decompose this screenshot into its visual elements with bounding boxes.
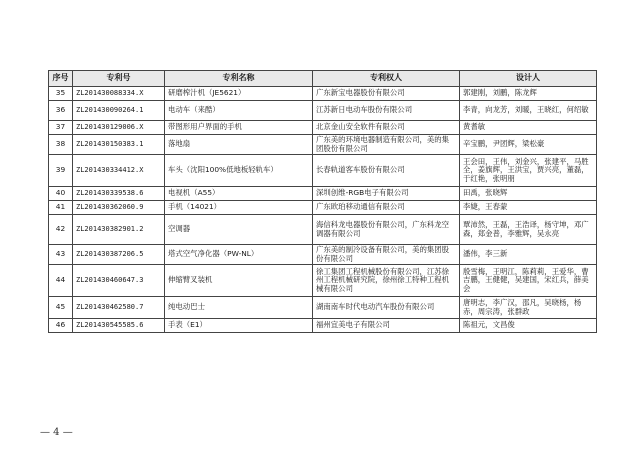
header-patent-holder: 专利权人	[313, 71, 460, 87]
cell-patent-holder: 湖南南车时代电动汽车股份有限公司	[313, 297, 460, 319]
table-header-row	[49, 71, 597, 87]
cell-patent-name: 研磨榨汁机（JE5621）	[165, 87, 313, 101]
cell-patent-holder: 江苏新日电动车股份有限公司	[313, 101, 460, 121]
cell-patent-holder: 广东新宝电器股份有限公司	[313, 87, 460, 101]
cell-designers: 李青，向龙芳，刘暖，王晓红，何绍敏	[460, 101, 597, 121]
cell-seq: 46	[49, 319, 73, 333]
patent-table	[48, 70, 597, 333]
cell-seq: 37	[49, 121, 73, 135]
cell-seq: 42	[49, 215, 73, 245]
cell-patent-holder: 长春轨道客车股份有限公司	[313, 155, 460, 187]
table-row	[49, 87, 597, 101]
cell-patent-name: 伸缩臂叉装机	[165, 265, 313, 297]
cell-patent-name: 车头（沈阳100%低地板轻轨车）	[165, 155, 313, 187]
cell-patent-name: 带图形用户界面的手机	[165, 121, 313, 135]
cell-seq: 39	[49, 155, 73, 187]
cell-patent-name: 电视机（A55）	[165, 187, 313, 201]
cell-patent-holder: 徐工集团工程机械股份有限公司，江苏徐州工程机械研究院，徐州徐工特种工程机械有限公司	[313, 265, 460, 297]
cell-patent-holder: 广东美的环境电器制造有限公司，美的集团股份有限公司	[313, 135, 460, 155]
cell-designers: 郭建刚，刘鹏，陈龙辉	[460, 87, 597, 101]
cell-patent-name: 落地扇	[165, 135, 313, 155]
cell-patent-name: 空调器	[165, 215, 313, 245]
cell-patent-no: ZL201430150383.1	[73, 135, 165, 155]
header-patent-no: 专利号	[73, 71, 165, 87]
header-designers: 设计人	[460, 71, 597, 87]
cell-seq: 35	[49, 87, 73, 101]
header-patent-name: 专利名称	[165, 71, 313, 87]
cell-seq: 44	[49, 265, 73, 297]
cell-patent-holder: 福州宜美电子有限公司	[313, 319, 460, 333]
cell-designers: 潘伟，李三新	[460, 245, 597, 265]
cell-designers: 辛宝鹏，尹团辉，梁松豪	[460, 135, 597, 155]
table-row	[49, 245, 597, 265]
cell-seq: 38	[49, 135, 73, 155]
cell-patent-holder: 北京金山安全软件有限公司	[313, 121, 460, 135]
table-row	[49, 215, 597, 245]
cell-designers: 田禹，张晓辉	[460, 187, 597, 201]
cell-patent-no: ZL201430090264.1	[73, 101, 165, 121]
cell-patent-no: ZL201430362060.9	[73, 201, 165, 215]
cell-seq: 36	[49, 101, 73, 121]
cell-seq: 40	[49, 187, 73, 201]
cell-seq: 41	[49, 201, 73, 215]
table-row	[49, 201, 597, 215]
header-seq: 序号	[49, 71, 73, 87]
table-row	[49, 319, 597, 333]
cell-patent-holder: 海信科龙电器股份有限公司，广东科龙空调器有限公司	[313, 215, 460, 245]
table-row	[49, 187, 597, 201]
table-row	[49, 101, 597, 121]
cell-patent-no: ZL201430545585.6	[73, 319, 165, 333]
cell-patent-name: 手机（14021）	[165, 201, 313, 215]
cell-patent-name: 电动车（来酷）	[165, 101, 313, 121]
table-row	[49, 265, 597, 297]
cell-seq: 45	[49, 297, 73, 319]
cell-designers: 李婕，王春蒙	[460, 201, 597, 215]
cell-designers: 王会田，王伟，刘金兴，张建平，马胜全，姜旗辉，王洪宝，贾兴亮，董磊，于红艳，张明朋	[460, 155, 597, 187]
cell-designers: 殷雪梅，王明江，陈莉莉，王爱华，曹吉鹏，王健健，吴建国，宋红兵，薛美会	[460, 265, 597, 297]
cell-patent-no: ZL201430339538.6	[73, 187, 165, 201]
cell-seq: 43	[49, 245, 73, 265]
cell-patent-no: ZL201430334412.X	[73, 155, 165, 187]
cell-patent-no: ZL201430088334.X	[73, 87, 165, 101]
cell-patent-no: ZL201430460647.3	[73, 265, 165, 297]
cell-patent-no: ZL201430462580.7	[73, 297, 165, 319]
cell-patent-holder: 广东欧珀移动通信有限公司	[313, 201, 460, 215]
cell-designers: 陈祖元，文昌俊	[460, 319, 597, 333]
cell-patent-holder: 深圳创维-RGB电子有限公司	[313, 187, 460, 201]
table-row	[49, 135, 597, 155]
cell-patent-name: 手表（E1）	[165, 319, 313, 333]
table-row	[49, 121, 597, 135]
cell-patent-name: 纯电动巴士	[165, 297, 313, 319]
cell-patent-name: 塔式空气净化器（PW-NL）	[165, 245, 313, 265]
cell-designers: 黄耆敏	[460, 121, 597, 135]
cell-designers: 唐明志，李广汉，邵凡，吴晓杨，杨赤，周宗涛，张群政	[460, 297, 597, 319]
page-number: — 4 —	[40, 427, 73, 438]
table-row	[49, 297, 597, 319]
cell-patent-holder: 广东美的制冷设备有限公司，美的集团股份有限公司	[313, 245, 460, 265]
cell-patent-no: ZL201430129006.X	[73, 121, 165, 135]
cell-designers: 覃沛然，王磊，王浩译，杨守坤，邓广森，郑金普，李雅辉，吴永亮	[460, 215, 597, 245]
cell-patent-no: ZL201430387206.5	[73, 245, 165, 265]
cell-patent-no: ZL201430382901.2	[73, 215, 165, 245]
table-row	[49, 155, 597, 187]
